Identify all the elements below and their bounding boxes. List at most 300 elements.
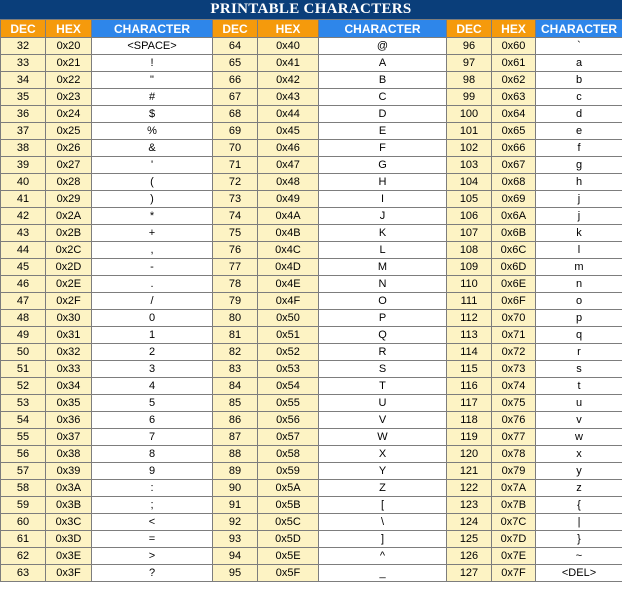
- dec-cell: 116: [447, 378, 492, 395]
- dec-cell: 71: [213, 157, 258, 174]
- hex-cell: 0x54: [258, 378, 319, 395]
- hex-cell: 0x35: [46, 395, 92, 412]
- character-cell: }: [536, 531, 622, 548]
- character-cell: H: [319, 174, 447, 191]
- character-cell: W: [319, 429, 447, 446]
- character-cell: /: [92, 293, 213, 310]
- hex-cell: 0x4E: [258, 276, 319, 293]
- dec-cell: 54: [1, 412, 46, 429]
- hex-cell: 0x7D: [492, 531, 536, 548]
- dec-cell: 67: [213, 89, 258, 106]
- dec-cell: 111: [447, 293, 492, 310]
- dec-cell: 48: [1, 310, 46, 327]
- character-cell: 8: [92, 446, 213, 463]
- character-cell: %: [92, 123, 213, 140]
- dec-cell: 75: [213, 225, 258, 242]
- character-cell: u: [536, 395, 622, 412]
- character-cell: o: [536, 293, 622, 310]
- character-cell: \: [319, 514, 447, 531]
- hex-cell: 0x51: [258, 327, 319, 344]
- dec-cell: 46: [1, 276, 46, 293]
- hex-header: HEX: [46, 20, 92, 38]
- dec-cell: 93: [213, 531, 258, 548]
- dec-cell: 45: [1, 259, 46, 276]
- hex-cell: 0x2F: [46, 293, 92, 310]
- dec-cell: 94: [213, 548, 258, 565]
- hex-cell: 0x5A: [258, 480, 319, 497]
- dec-cell: 118: [447, 412, 492, 429]
- dec-cell: 103: [447, 157, 492, 174]
- ascii-table: [0, 19, 622, 582]
- character-cell: 5: [92, 395, 213, 412]
- dec-cell: 100: [447, 106, 492, 123]
- character-cell: r: [536, 344, 622, 361]
- character-cell: G: [319, 157, 447, 174]
- hex-cell: 0x47: [258, 157, 319, 174]
- hex-cell: 0x60: [492, 38, 536, 55]
- hex-cell: 0x23: [46, 89, 92, 106]
- dec-cell: 99: [447, 89, 492, 106]
- hex-cell: 0x2B: [46, 225, 92, 242]
- dec-cell: 98: [447, 72, 492, 89]
- dec-cell: 95: [213, 565, 258, 582]
- dec-cell: 33: [1, 55, 46, 72]
- dec-cell: 61: [1, 531, 46, 548]
- dec-cell: 47: [1, 293, 46, 310]
- character-cell: _: [319, 565, 447, 582]
- hex-cell: 0x37: [46, 429, 92, 446]
- dec-cell: 56: [1, 446, 46, 463]
- table-row: [1, 565, 622, 582]
- hex-cell: 0x75: [492, 395, 536, 412]
- dec-cell: 76: [213, 242, 258, 259]
- dec-cell: 59: [1, 497, 46, 514]
- dec-cell: 90: [213, 480, 258, 497]
- character-cell: s: [536, 361, 622, 378]
- character-cell: h: [536, 174, 622, 191]
- table-row: [1, 463, 622, 480]
- hex-cell: 0x3A: [46, 480, 92, 497]
- hex-cell: 0x55: [258, 395, 319, 412]
- hex-cell: 0x20: [46, 38, 92, 55]
- hex-cell: 0x5C: [258, 514, 319, 531]
- character-cell: Y: [319, 463, 447, 480]
- table-row: [1, 242, 622, 259]
- character-cell: Z: [319, 480, 447, 497]
- table-row: [1, 531, 622, 548]
- hex-cell: 0x2D: [46, 259, 92, 276]
- table-row: [1, 259, 622, 276]
- table-row: [1, 395, 622, 412]
- hex-cell: 0x4A: [258, 208, 319, 225]
- table-row: [1, 174, 622, 191]
- hex-cell: 0x45: [258, 123, 319, 140]
- hex-cell: 0x70: [492, 310, 536, 327]
- hex-cell: 0x33: [46, 361, 92, 378]
- hex-cell: 0x79: [492, 463, 536, 480]
- hex-cell: 0x74: [492, 378, 536, 395]
- dec-cell: 96: [447, 38, 492, 55]
- dec-cell: 52: [1, 378, 46, 395]
- dec-cell: 40: [1, 174, 46, 191]
- dec-cell: 50: [1, 344, 46, 361]
- dec-cell: 85: [213, 395, 258, 412]
- character-cell: R: [319, 344, 447, 361]
- hex-cell: 0x32: [46, 344, 92, 361]
- dec-cell: 84: [213, 378, 258, 395]
- dec-cell: 79: [213, 293, 258, 310]
- dec-cell: 65: [213, 55, 258, 72]
- character-cell: ): [92, 191, 213, 208]
- hex-cell: 0x34: [46, 378, 92, 395]
- hex-cell: 0x5B: [258, 497, 319, 514]
- hex-cell: 0x25: [46, 123, 92, 140]
- hex-cell: 0x69: [492, 191, 536, 208]
- character-header: CHARACTER: [536, 20, 622, 38]
- hex-cell: 0x5D: [258, 531, 319, 548]
- hex-cell: 0x41: [258, 55, 319, 72]
- character-cell: (: [92, 174, 213, 191]
- table-row: [1, 123, 622, 140]
- hex-header: HEX: [258, 20, 319, 38]
- character-cell: :: [92, 480, 213, 497]
- dec-cell: 58: [1, 480, 46, 497]
- character-cell: 1: [92, 327, 213, 344]
- hex-cell: 0x40: [258, 38, 319, 55]
- character-cell: +: [92, 225, 213, 242]
- character-header: CHARACTER: [319, 20, 447, 38]
- character-cell: 7: [92, 429, 213, 446]
- hex-cell: 0x6A: [492, 208, 536, 225]
- hex-cell: 0x44: [258, 106, 319, 123]
- hex-cell: 0x42: [258, 72, 319, 89]
- character-cell: O: [319, 293, 447, 310]
- hex-cell: 0x6B: [492, 225, 536, 242]
- dec-cell: 81: [213, 327, 258, 344]
- character-cell: Q: [319, 327, 447, 344]
- hex-cell: 0x21: [46, 55, 92, 72]
- character-cell: [: [319, 497, 447, 514]
- hex-cell: 0x7A: [492, 480, 536, 497]
- dec-cell: 97: [447, 55, 492, 72]
- hex-cell: 0x6F: [492, 293, 536, 310]
- hex-cell: 0x2C: [46, 242, 92, 259]
- character-cell: y: [536, 463, 622, 480]
- table-row: [1, 72, 622, 89]
- dec-header: DEC: [447, 20, 492, 38]
- character-cell: 4: [92, 378, 213, 395]
- dec-cell: 42: [1, 208, 46, 225]
- dec-cell: 60: [1, 514, 46, 531]
- dec-cell: 41: [1, 191, 46, 208]
- dec-cell: 38: [1, 140, 46, 157]
- character-cell: d: [536, 106, 622, 123]
- hex-cell: 0x3F: [46, 565, 92, 582]
- character-cell: a: [536, 55, 622, 72]
- dec-cell: 88: [213, 446, 258, 463]
- character-cell: {: [536, 497, 622, 514]
- hex-cell: 0x28: [46, 174, 92, 191]
- character-cell: X: [319, 446, 447, 463]
- hex-cell: 0x4B: [258, 225, 319, 242]
- hex-cell: 0x66: [492, 140, 536, 157]
- dec-cell: 43: [1, 225, 46, 242]
- hex-cell: 0x6C: [492, 242, 536, 259]
- dec-cell: 107: [447, 225, 492, 242]
- character-cell: ': [92, 157, 213, 174]
- dec-cell: 121: [447, 463, 492, 480]
- hex-cell: 0x4C: [258, 242, 319, 259]
- hex-cell: 0x5F: [258, 565, 319, 582]
- hex-cell: 0x38: [46, 446, 92, 463]
- dec-cell: 73: [213, 191, 258, 208]
- dec-cell: 124: [447, 514, 492, 531]
- character-cell: K: [319, 225, 447, 242]
- character-cell: ": [92, 72, 213, 89]
- table-row: [1, 412, 622, 429]
- table-row: [1, 378, 622, 395]
- dec-header: DEC: [213, 20, 258, 38]
- character-cell: !: [92, 55, 213, 72]
- dec-cell: 55: [1, 429, 46, 446]
- character-cell: P: [319, 310, 447, 327]
- table-row: [1, 497, 622, 514]
- dec-cell: 63: [1, 565, 46, 582]
- character-cell: T: [319, 378, 447, 395]
- character-cell: #: [92, 89, 213, 106]
- dec-cell: 72: [213, 174, 258, 191]
- hex-cell: 0x7E: [492, 548, 536, 565]
- dec-cell: 57: [1, 463, 46, 480]
- character-cell: I: [319, 191, 447, 208]
- character-cell: ?: [92, 565, 213, 582]
- character-cell: 0: [92, 310, 213, 327]
- table-row: [1, 157, 622, 174]
- dec-cell: 53: [1, 395, 46, 412]
- hex-cell: 0x27: [46, 157, 92, 174]
- table-row: [1, 140, 622, 157]
- hex-cell: 0x24: [46, 106, 92, 123]
- dec-cell: 39: [1, 157, 46, 174]
- hex-cell: 0x73: [492, 361, 536, 378]
- table-row: [1, 208, 622, 225]
- character-cell: |: [536, 514, 622, 531]
- character-cell: g: [536, 157, 622, 174]
- character-cell: <SPACE>: [92, 38, 213, 55]
- hex-cell: 0x3E: [46, 548, 92, 565]
- hex-cell: 0x65: [492, 123, 536, 140]
- character-cell: v: [536, 412, 622, 429]
- hex-cell: 0x26: [46, 140, 92, 157]
- dec-cell: 80: [213, 310, 258, 327]
- hex-cell: 0x2E: [46, 276, 92, 293]
- hex-cell: 0x67: [492, 157, 536, 174]
- table-row: [1, 548, 622, 565]
- page-title: PRINTABLE CHARACTERS: [0, 0, 622, 19]
- character-cell: 2: [92, 344, 213, 361]
- dec-cell: 114: [447, 344, 492, 361]
- hex-cell: 0x36: [46, 412, 92, 429]
- character-cell: ,: [92, 242, 213, 259]
- hex-cell: 0x7C: [492, 514, 536, 531]
- hex-cell: 0x46: [258, 140, 319, 157]
- table-row: [1, 344, 622, 361]
- dec-cell: 66: [213, 72, 258, 89]
- hex-cell: 0x52: [258, 344, 319, 361]
- dec-cell: 44: [1, 242, 46, 259]
- dec-cell: 108: [447, 242, 492, 259]
- character-cell: `: [536, 38, 622, 55]
- dec-cell: 78: [213, 276, 258, 293]
- dec-cell: 32: [1, 38, 46, 55]
- header-row: [1, 20, 622, 38]
- character-cell: B: [319, 72, 447, 89]
- character-cell: ;: [92, 497, 213, 514]
- character-cell: M: [319, 259, 447, 276]
- character-cell: ]: [319, 531, 447, 548]
- hex-cell: 0x43: [258, 89, 319, 106]
- hex-cell: 0x30: [46, 310, 92, 327]
- character-cell: E: [319, 123, 447, 140]
- dec-cell: 123: [447, 497, 492, 514]
- dec-cell: 115: [447, 361, 492, 378]
- dec-cell: 51: [1, 361, 46, 378]
- dec-cell: 36: [1, 106, 46, 123]
- hex-cell: 0x68: [492, 174, 536, 191]
- hex-cell: 0x6D: [492, 259, 536, 276]
- table-row: [1, 38, 622, 55]
- table-row: [1, 480, 622, 497]
- character-cell: U: [319, 395, 447, 412]
- dec-cell: 62: [1, 548, 46, 565]
- table-row: [1, 446, 622, 463]
- hex-cell: 0x76: [492, 412, 536, 429]
- hex-cell: 0x64: [492, 106, 536, 123]
- character-cell: L: [319, 242, 447, 259]
- character-cell: w: [536, 429, 622, 446]
- character-cell: j: [536, 191, 622, 208]
- character-cell: x: [536, 446, 622, 463]
- character-cell: S: [319, 361, 447, 378]
- table-row: [1, 225, 622, 242]
- character-cell: f: [536, 140, 622, 157]
- hex-cell: 0x2A: [46, 208, 92, 225]
- character-cell: 9: [92, 463, 213, 480]
- character-cell: z: [536, 480, 622, 497]
- hex-cell: 0x3B: [46, 497, 92, 514]
- dec-cell: 105: [447, 191, 492, 208]
- hex-cell: 0x62: [492, 72, 536, 89]
- dec-cell: 110: [447, 276, 492, 293]
- character-cell: @: [319, 38, 447, 55]
- hex-cell: 0x31: [46, 327, 92, 344]
- dec-cell: 92: [213, 514, 258, 531]
- dec-header: DEC: [1, 20, 46, 38]
- hex-cell: 0x53: [258, 361, 319, 378]
- table-row: [1, 429, 622, 446]
- character-cell: D: [319, 106, 447, 123]
- dec-cell: 91: [213, 497, 258, 514]
- hex-cell: 0x6E: [492, 276, 536, 293]
- dec-cell: 120: [447, 446, 492, 463]
- character-cell: t: [536, 378, 622, 395]
- character-cell: j: [536, 208, 622, 225]
- dec-cell: 64: [213, 38, 258, 55]
- table-row: [1, 361, 622, 378]
- dec-cell: 69: [213, 123, 258, 140]
- character-cell: -: [92, 259, 213, 276]
- table-row: [1, 191, 622, 208]
- character-cell: <: [92, 514, 213, 531]
- character-cell: C: [319, 89, 447, 106]
- dec-cell: 77: [213, 259, 258, 276]
- dec-cell: 86: [213, 412, 258, 429]
- dec-cell: 70: [213, 140, 258, 157]
- dec-cell: 125: [447, 531, 492, 548]
- character-cell: ^: [319, 548, 447, 565]
- dec-cell: 119: [447, 429, 492, 446]
- dec-cell: 68: [213, 106, 258, 123]
- character-cell: c: [536, 89, 622, 106]
- dec-cell: 127: [447, 565, 492, 582]
- dec-cell: 89: [213, 463, 258, 480]
- hex-cell: 0x22: [46, 72, 92, 89]
- dec-cell: 37: [1, 123, 46, 140]
- hex-cell: 0x49: [258, 191, 319, 208]
- dec-cell: 49: [1, 327, 46, 344]
- hex-cell: 0x4F: [258, 293, 319, 310]
- character-cell: N: [319, 276, 447, 293]
- character-cell: $: [92, 106, 213, 123]
- hex-cell: 0x59: [258, 463, 319, 480]
- hex-cell: 0x77: [492, 429, 536, 446]
- dec-cell: 102: [447, 140, 492, 157]
- table-row: [1, 327, 622, 344]
- dec-cell: 106: [447, 208, 492, 225]
- hex-header: HEX: [492, 20, 536, 38]
- character-cell: l: [536, 242, 622, 259]
- dec-cell: 109: [447, 259, 492, 276]
- table-body: [1, 38, 622, 582]
- character-cell: q: [536, 327, 622, 344]
- table-row: [1, 89, 622, 106]
- hex-cell: 0x7B: [492, 497, 536, 514]
- dec-cell: 35: [1, 89, 46, 106]
- hex-cell: 0x7F: [492, 565, 536, 582]
- dec-cell: 87: [213, 429, 258, 446]
- character-cell: n: [536, 276, 622, 293]
- hex-cell: 0x58: [258, 446, 319, 463]
- character-cell: m: [536, 259, 622, 276]
- character-cell: b: [536, 72, 622, 89]
- hex-cell: 0x78: [492, 446, 536, 463]
- character-cell: .: [92, 276, 213, 293]
- table-row: [1, 276, 622, 293]
- character-cell: J: [319, 208, 447, 225]
- dec-cell: 34: [1, 72, 46, 89]
- hex-cell: 0x29: [46, 191, 92, 208]
- hex-cell: 0x63: [492, 89, 536, 106]
- hex-cell: 0x5E: [258, 548, 319, 565]
- character-cell: k: [536, 225, 622, 242]
- character-cell: &: [92, 140, 213, 157]
- dec-cell: 104: [447, 174, 492, 191]
- character-cell: <DEL>: [536, 565, 622, 582]
- character-cell: *: [92, 208, 213, 225]
- character-cell: =: [92, 531, 213, 548]
- table-row: [1, 55, 622, 72]
- hex-cell: 0x72: [492, 344, 536, 361]
